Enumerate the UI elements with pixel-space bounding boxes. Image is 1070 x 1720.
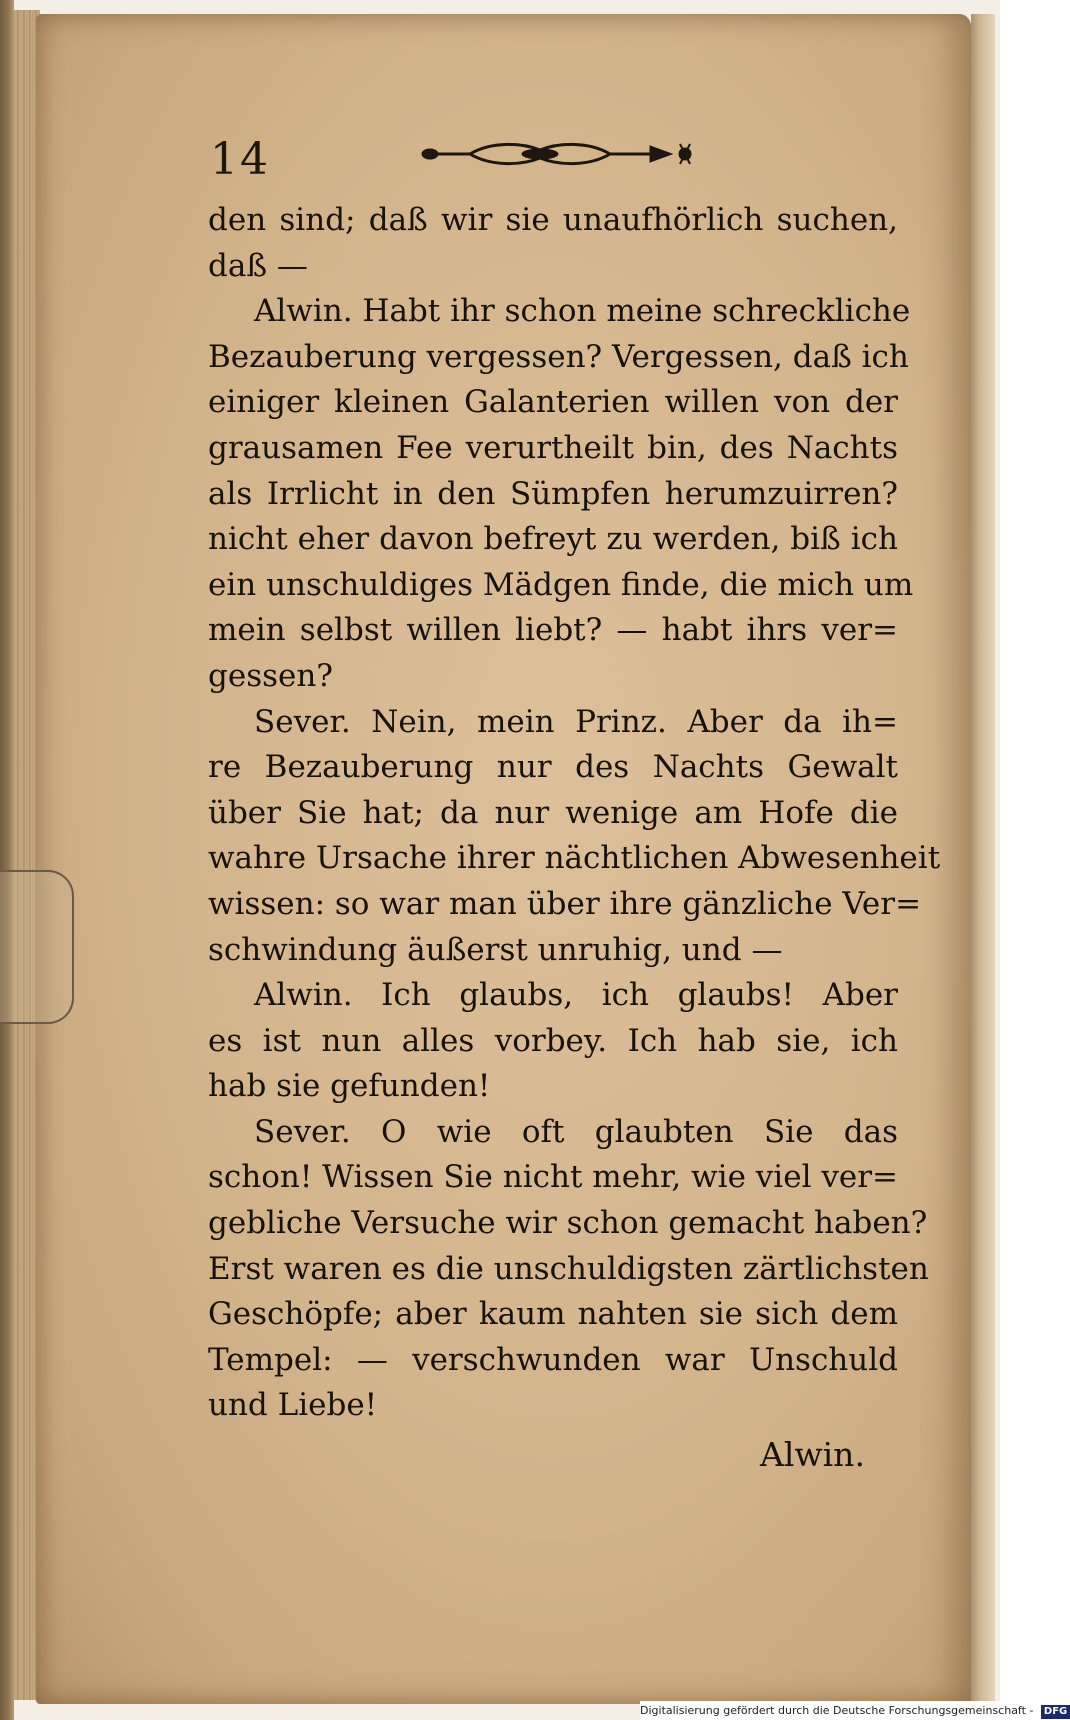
text-line: den sind; daß wir sie unaufhörlich suchen, [208,202,898,238]
text-line: gessen? [208,657,333,694]
text-line: Geschöpfe; aber kaum nahten sie sich dem [208,1296,898,1333]
text-line: und Liebe! [208,1387,378,1424]
text-line: Alwin. Habt ihr schon meine schreckliche [254,293,911,330]
text-line: ein unschuldiges Mädgen finde, die mich um [208,566,914,603]
text-line: mein selbst willen liebt? — habt ihrs ver= [208,612,898,649]
text-line: Sever. Nein, mein Prinz. Aber da ih= [254,703,898,740]
text-line: einiger kleinen Galanterien willen von der [208,384,898,421]
text-line: Erst waren es die unschuldigsten zärtlichsten [208,1250,929,1287]
text-line: Tempel: — verschwunden war Unschuld [208,1341,898,1378]
bookmark-strip [0,870,74,1024]
text-line: Alwin. Ich glaubs, ich glaubs! Aber [254,977,898,1014]
text-line: gebliche Versuche wir schon gemacht haben? [208,1205,928,1242]
page-text [208,198,941,1429]
text-line: wissen: so war man über ihre gänzliche Ver= [208,885,922,922]
footer-text: Digitalisierung gefördert durch die Deutsche Forschungsgemeinschaft - [640,1704,1034,1717]
right-page-edge [971,14,995,1704]
dfg-logo-icon: DFG [1041,1705,1070,1719]
catchword: Alwin. [760,1435,865,1474]
text-line: es ist nun alles vorbey. Ich hab sie, ich [208,1022,898,1059]
ornament-icon [410,134,710,174]
page-header [210,130,910,190]
text-line: Sever. O wie oft glaubten Sie das [254,1113,898,1150]
text-line: re Bezauberung nur des Nachts Gewalt [208,749,898,786]
text-line: wahre Ursache ihrer nächtlichen Abwesenheit [208,840,941,877]
digitization-footer [640,1701,1068,1720]
text-line: schwindung äußerst unruhig, und — [208,931,783,968]
text-line: hab sie gefunden! [208,1068,491,1105]
text-line: schon! Wissen Sie nicht mehr, wie viel ver= [208,1159,898,1196]
text-line: daß — [208,247,308,284]
text-line: Bezauberung vergessen? Vergessen, daß ich [208,338,909,375]
book-binding [0,0,14,1720]
text-line: über Sie hat; da nur wenige am Hofe die [208,794,898,831]
text-line: grausamen Fee verurtheilt bin, des Nachts [208,429,898,466]
text-line: nicht eher davon befreyt zu werden, biß ich [208,521,898,558]
text-line: als Irrlicht in den Sümpfen herumzuirren? [208,475,898,512]
page-number: 14 [210,134,270,185]
